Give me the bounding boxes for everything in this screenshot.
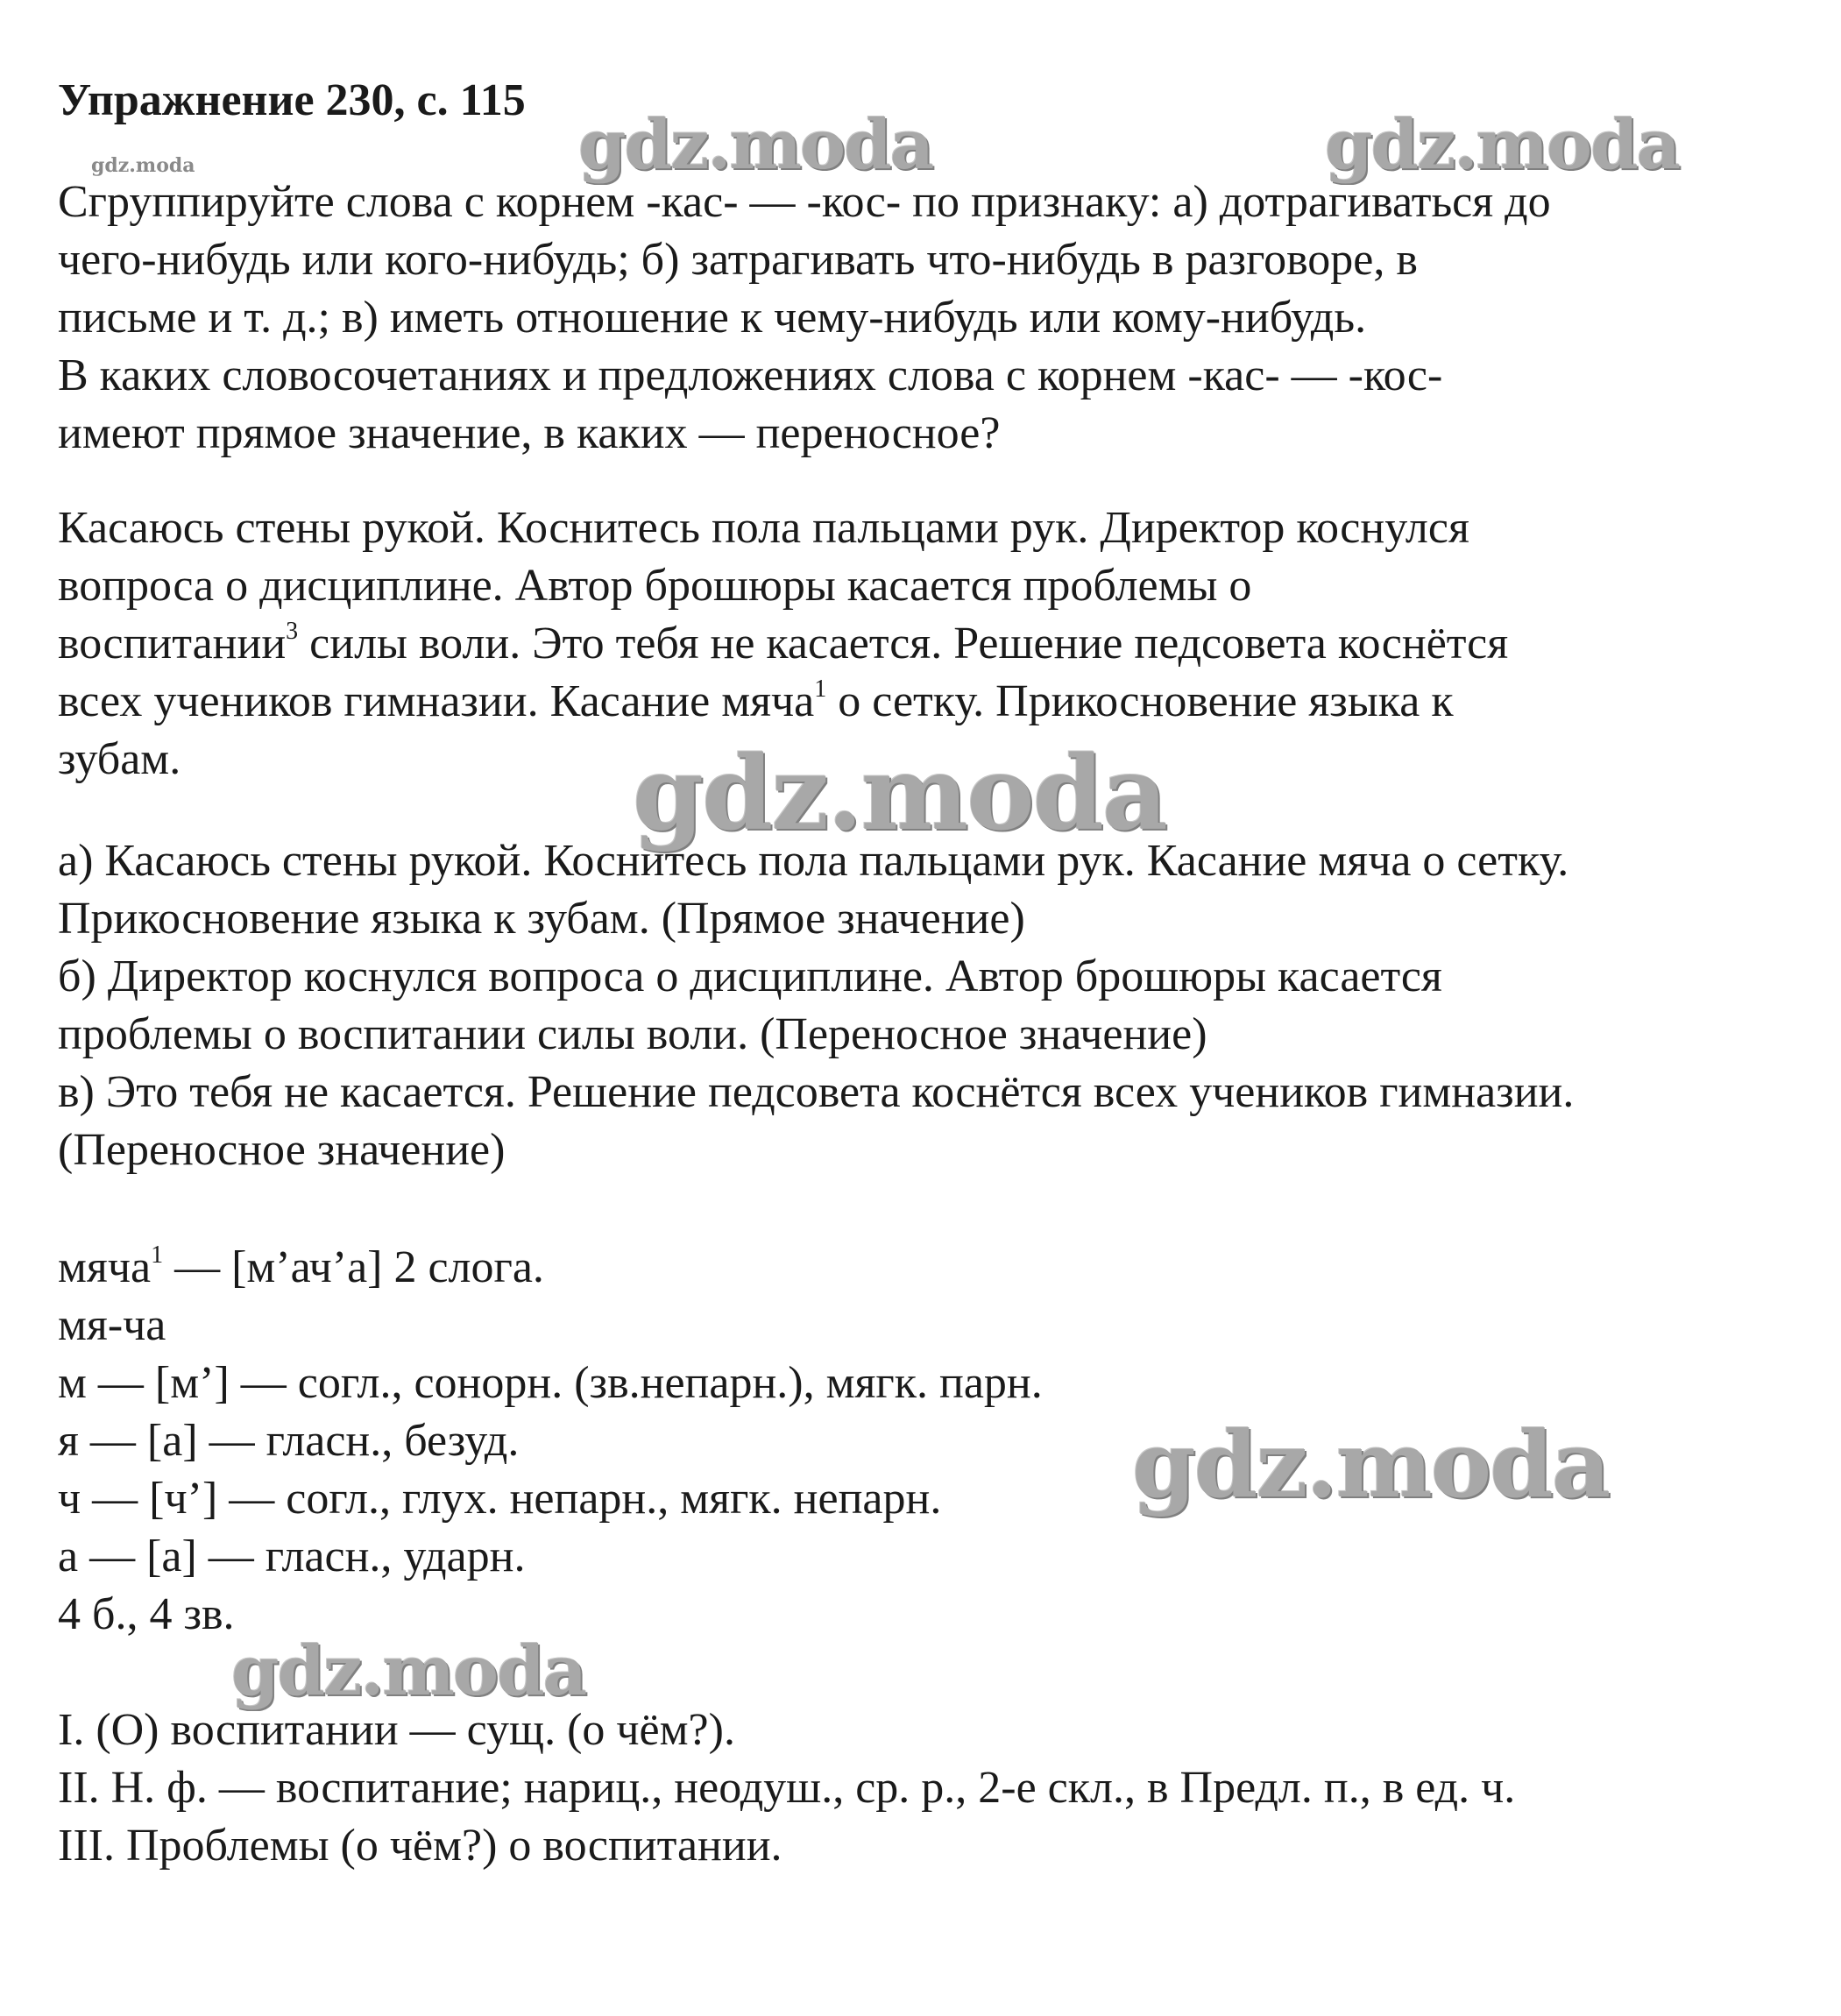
watermark-small: gdz.moda — [91, 154, 195, 177]
phonetic-line: я — [а] — гласн., безуд. — [58, 1416, 520, 1466]
answer-line: (Переносное значение) — [58, 1125, 506, 1175]
text-fragment: силы воли. Это тебя не касается. Решение педсовета коснётся — [298, 619, 1509, 668]
phonetic-line: а — [а] — гласн., ударн. — [58, 1531, 526, 1581]
footnote-marker: 1 — [151, 1241, 164, 1269]
text-fragment: — [м’ач’а] 2 слога. — [163, 1242, 544, 1292]
phonetic-line: ч — [ч’] — согл., глух. непарн., мягк. непарн. — [58, 1474, 942, 1524]
watermark-middle: gdz.moda — [633, 734, 1166, 853]
phonetic-line: 4 б., 4 зв. — [58, 1589, 235, 1639]
text-line: зубам. — [58, 734, 181, 784]
text-line: Касаюсь стены рукой. Коснитесь пола пальцами рук. Директор коснулся — [58, 503, 1469, 553]
phonetic-line: мя-ча — [58, 1300, 166, 1350]
phonetic-heading — [58, 1239, 544, 1297]
answer-line: б) Директор коснулся вопроса о дисциплине. Автор брошюры касается — [58, 951, 1442, 1001]
task-line: чего-нибудь или кого-нибудь; б) затрагивать что-нибудь в разговоре, в — [58, 235, 1418, 285]
exercise-heading: Упражнение 230, с. 115 — [58, 75, 526, 125]
text-fragment: всех учеников гимназии. Касание мяча — [58, 676, 815, 726]
morph-line: II. Н. ф. — воспитание; нариц., неодуш., ср. р., 2-е скл., в Предл. п., в ед. ч. — [58, 1763, 1516, 1813]
watermark-lower-right: gdz.moda — [1132, 1411, 1610, 1518]
text-line — [58, 615, 1508, 673]
watermark-top-right: gdz.moda — [1325, 105, 1680, 185]
task-line: В каких словосочетаниях и предложениях слова с корнем -кас- — -кос- — [58, 350, 1443, 400]
task-line: имеют прямое значение, в каких — переносное? — [58, 408, 1001, 458]
text-fragment: воспитании — [58, 619, 287, 668]
task-line: Сгруппируйте слова с корнем -кас- — -кос- по признаку: а) дотрагиваться до — [58, 177, 1551, 227]
footnote-marker: 1 — [814, 675, 827, 703]
text-line: вопроса о дисциплине. Автор брошюры касается проблемы о — [58, 561, 1252, 611]
text-fragment: о сетку. Прикосновение языка к — [826, 676, 1454, 726]
morph-line: I. (О) воспитании — сущ. (о чём?). — [58, 1705, 735, 1755]
morph-line: III. Проблемы (о чём?) о воспитании. — [58, 1821, 782, 1871]
phonetic-line: м — [м’] — согл., сонорн. (зв.непарн.), мягк. парн. — [58, 1358, 1043, 1408]
watermark-top-center: gdz.moda — [578, 105, 933, 185]
answer-line: а) Касаюсь стены рукой. Коснитесь пола пальцами рук. Касание мяча о сетку. — [58, 836, 1569, 886]
text-fragment: мяча — [58, 1242, 152, 1292]
footnote-marker: 3 — [286, 617, 299, 645]
task-line: письме и т. д.; в) иметь отношение к чему-нибудь или кому-нибудь. — [58, 293, 1367, 343]
answer-line: в) Это тебя не касается. Решение педсовета коснётся всех учеников гимназии. — [58, 1067, 1575, 1117]
text-line — [58, 673, 1454, 731]
answer-line: Прикосновение языка к зубам. (Прямое значение) — [58, 894, 1025, 944]
watermark-lower-left: gdz.moda — [231, 1631, 586, 1711]
answer-line: проблемы о воспитании силы воли. (Переносное значение) — [58, 1009, 1207, 1059]
